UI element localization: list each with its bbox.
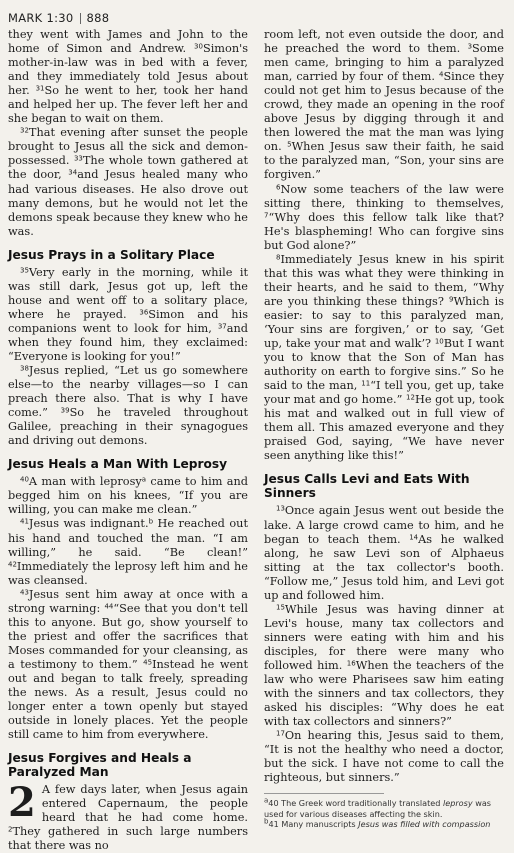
section-heading: Jesus Forgives and Heals a Paralyzed Man [8,751,192,780]
chapter-number: 2 [8,779,36,827]
verse-number: 9 [448,295,454,304]
verse-number: 43 [20,588,29,597]
paragraph: 2 A few days later, when Jesus again entered Capernaum, the people heard that he had come home. $^2$They gathered in such large numbers that there was no [8,779,248,853]
footnote: $^a$40 The Greek word traditionally translated leprosy was used for various diseases affecting the skin. [264,796,491,819]
paragraph: $^{41}$Jesus was indignant.$^b$ He reached out his hand and touched the man. “I am willing,” he said. “Be clean!” $^{42}$Immediately the leprosy left him and he was cleansed. [8,517,248,587]
verse-number: 17 [276,729,285,738]
verse-number: 14 [409,533,419,542]
paragraph: $^8$Immediately Jesus knew in his spirit that this was what they were thinking in their hearts, and he said to them, “Why are you thinking these things? $^9$Which is easier: to say to this paralyzed man, ‘Your sins are forgiven,’ or to say, ‘Get up, take your mat and walk’? $^{10}$But I want you to know that the Son of Man has authority on earth to forgive sins.” So he said to the man, $^{11}$“I tell you, get up, take your mat and go home.” $^{12}$He got up, took his mat and walked out in full view of them all. This amazed everyone and they praised God, saying, “We have never seen anything like this!” [264,252,505,463]
section-heading: Jesus Calls Levi and Eats With Sinners [264,472,470,501]
verse-number: 8 [276,253,281,262]
verse-number: 6 [276,183,281,192]
verse-number: 16 [346,659,356,668]
section-heading: Jesus Heals a Man With Leprosy [8,457,228,472]
header-divider [80,13,81,24]
section-heading: Jesus Prays in a Solitary Place [8,247,215,262]
verse-number: 13 [276,504,285,513]
verse-number: 39 [60,406,70,415]
verse-number: 38 [20,364,29,373]
verse-number: 33 [73,154,83,163]
page-number: 888 [86,11,110,25]
paragraph: room left, not even outside the door, and he preached the word to them. $^3$Some men came, bringing to him a paralyzed man, carried by four of them. $^4$Since they could not get him to Jesus because of the crowd, they made an opening in the roof above Jesus by digging through it and then lowered the mat the man was lying on. $^5$When Jesus saw their faith, he said to the paralyzed man, “Son, your sins are forgiven.” [264,28,504,182]
paragraph: $^{13}$Once again Jesus went out beside the lake. A large crowd came to him, and he began to teach them. $^{14}$As he walked along, he saw Levi son of Alphaeus sitting at the tax collector's booth. “Follow me,” Jesus told him, and Levi got up and followed him. [264,504,504,602]
verse-number: 36 [139,308,149,317]
verse-number: 15 [276,603,285,612]
verse-number: 37 [217,322,227,331]
paragraph: $^{43}$Jesus sent him away at once with a strong warning: $^{44}$“See that you don't tell this to anyone. But go, show yourself to the priest and offer the sacrifices that Moses commanded for your cleansing, as a testimony to them.” $^{45}$Instead he went out and began to talk freely, spreading the news. As a result, Jesus could no longer enter a town openly but stayed outside in lonely places. Yet the people still came to him from everywhere. [8,587,248,742]
footnote-marker: b [148,517,154,526]
right-column [264,28,504,853]
paragraph: $^{17}$On hearing this, Jesus said to them, “It is not the healthy who need a doctor, but the sick. I have not come to call the righteous, but sinners.” [264,729,504,785]
running-head [8,10,504,26]
verse-number: 31 [35,84,45,93]
verse-number: 45 [143,658,153,667]
verse-number: 12 [406,393,415,402]
verse-number: 41 [20,517,29,526]
verse-number: 5 [287,140,292,149]
verse-number: 34 [68,168,78,177]
book-chapter-ref: MARK 1:30 [8,11,74,25]
verse-number: 3 [467,42,473,51]
footnote-marker: a [141,475,147,484]
footnote-rule [264,793,384,794]
verse-number: 40 [20,475,29,484]
verse-number: 11 [361,379,371,388]
verse-number: 4 [438,70,444,79]
paragraph: $^{40}$A man with leprosy$^a$ came to him and begged him on his knees, “If you are willing, you can make me clean.” [8,475,248,517]
verse-number: 44 [104,602,114,611]
paragraph: $^{35}$Very early in the morning, while it was still dark, Jesus got up, left the house and went off to a solitary place, where he prayed. $^{36}$Simon and his companions went to look for him, $^{37}$and when they found him, they exclaimed: “Everyone is looking for you!” [8,265,248,363]
paragraph: $^{32}$That evening after sunset the people brought to Jesus all the sick and demon-possessed. $^{33}$The whole town gathered at the door, $^{34}$and Jesus healed many who had various diseases. He also drove out many demons, but he would not let the demons speak because they knew who he was. [8,126,248,238]
paragraph: they went with James and John to the home of Simon and Andrew. $^{30}$Simon's mother-in-law was in bed with a fever, and they immediately told Jesus about her. $^{31}$So he went to her, took her hand and helped her up. The fever left her and she began to wait on them. [8,28,248,126]
footnote: $^b$41 Many manuscripts Jesus was filled with compassion [264,817,491,830]
verse-number: 7 [264,211,269,220]
verse-number: 42 [8,560,17,569]
verse-number: 30 [194,42,203,51]
paragraph: $^6$Now some teachers of the law were sitting there, thinking to themselves, $^7$“Why does this fellow talk like that? He's blaspheming! Who can forgive sins but God alone?” [264,182,504,252]
paragraph: $^{38}$Jesus replied, “Let us go somewhere else—to the nearby villages—so I can preach there also. That is why I have come.” $^{39}$So he traveled throughout Galilee, preaching in their synagogues and driving out demons. [8,364,248,448]
footnotes [264,793,504,830]
verse-number: 35 [20,266,29,275]
paragraph: $^{15}$While Jesus was having dinner at Levi's house, many tax collectors and sinners were eating with him and his disciples, for there were many who followed him. $^{16}$When the teachers of the law who were Pharisees saw him eating with the sinners and tax collectors, they asked his disciples: “Why does he eat with tax collectors and sinners?” [264,602,504,729]
left-column [8,28,248,853]
verse-number: 10 [434,337,444,346]
verse-number: 2 [8,825,13,834]
verse-number: 32 [20,126,29,135]
